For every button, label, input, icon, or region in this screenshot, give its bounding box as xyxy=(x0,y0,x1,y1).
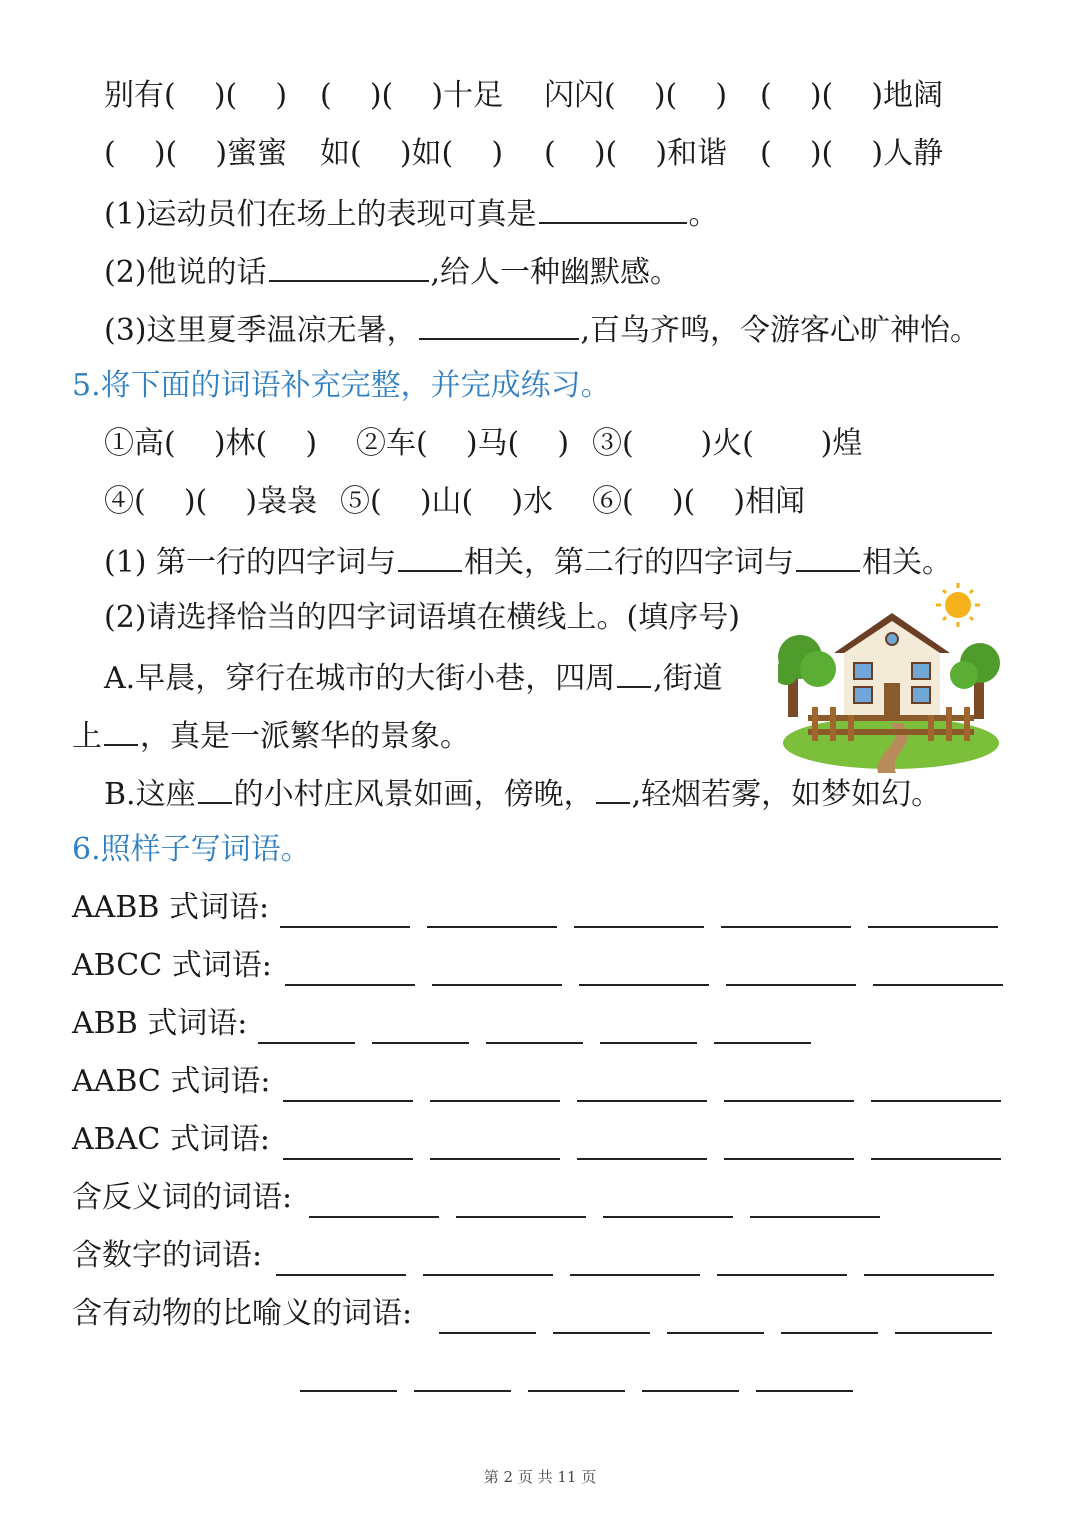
row-label: ABAC 式词语: xyxy=(72,1122,270,1157)
answer-line[interactable] xyxy=(528,1358,625,1392)
answer-line[interactable] xyxy=(871,1068,1001,1102)
sentence-b: B.这座 的小村庄风景如画，傍晚， ,轻烟若雾，如梦如幻。 xyxy=(104,772,1080,815)
word-item: ⑤( )山( )水 xyxy=(340,484,554,519)
idiom-item: 别有( )( ) xyxy=(104,78,288,113)
answer-line[interactable] xyxy=(300,1358,397,1392)
answer-blank[interactable] xyxy=(419,308,579,340)
row-label: AABC 式词语: xyxy=(72,1064,271,1099)
answer-line[interactable] xyxy=(414,1358,511,1392)
question-4-2: (2)他说的话 ,给人一种幽默感。 xyxy=(104,250,1080,293)
question-5-1: (1) 第一行的四字词与 相关，第二行的四字词与 相关。 xyxy=(104,540,1080,583)
idiom-item: 如( )如( ) xyxy=(320,136,504,171)
answer-line[interactable] xyxy=(750,1184,880,1218)
section-5-title: 5.将下面的词语补充完整，并完成练习。 xyxy=(72,368,611,403)
answer-blank[interactable] xyxy=(269,250,429,282)
word-item: ②车( )马( ) xyxy=(356,426,570,461)
answer-line[interactable] xyxy=(283,1126,413,1160)
idiom-item: ( )( )十足 xyxy=(320,78,504,113)
answer-line[interactable] xyxy=(258,1010,355,1044)
row-label: ABB 式词语: xyxy=(72,1006,248,1041)
house-illustration xyxy=(778,583,1004,779)
answer-line[interactable] xyxy=(486,1010,583,1044)
answer-line[interactable] xyxy=(456,1184,586,1218)
row-label: 含有动物的比喻义的词语: xyxy=(72,1296,413,1331)
answer-line[interactable] xyxy=(309,1184,439,1218)
answer-line[interactable] xyxy=(276,1242,406,1276)
answer-blank[interactable] xyxy=(539,192,687,224)
answer-line[interactable] xyxy=(577,1068,707,1102)
question-4-1: (1)运动员们在场上的表现可真是 。 xyxy=(104,192,1080,235)
answer-line[interactable] xyxy=(895,1300,992,1334)
answer-blank[interactable] xyxy=(198,772,232,804)
answer-line[interactable] xyxy=(574,894,704,928)
page-footer: 第 2 页 共 11 页 xyxy=(483,1468,597,1486)
answer-line[interactable] xyxy=(756,1358,853,1392)
idiom-item: ( )( )蜜蜜 xyxy=(104,136,288,171)
answer-line[interactable] xyxy=(717,1242,847,1276)
answer-line[interactable] xyxy=(285,952,415,986)
answer-blank[interactable] xyxy=(796,540,860,572)
row-label: ABCC 式词语: xyxy=(72,948,272,983)
answer-line[interactable] xyxy=(667,1300,764,1334)
question-4-3: (3)这里夏季温凉无暑， ,百鸟齐鸣，令游客心旷神怡。 xyxy=(104,308,1080,351)
question-5-2: (2)请选择恰当的四字词语填在横线上。(填序号) xyxy=(104,600,740,635)
row-label: AABB 式词语: xyxy=(72,890,270,925)
answer-blank[interactable] xyxy=(398,540,462,572)
idiom-item: ( )( )地阔 xyxy=(760,78,944,113)
section-6-title: 6.照样子写词语。 xyxy=(72,832,311,867)
word-item: ①高( )林( ) xyxy=(104,426,318,461)
answer-line[interactable] xyxy=(432,952,562,986)
answer-line[interactable] xyxy=(600,1010,697,1044)
answer-line[interactable] xyxy=(577,1126,707,1160)
word-item: ③( )火( )煌 xyxy=(592,426,863,461)
answer-line[interactable] xyxy=(721,894,851,928)
answer-line[interactable] xyxy=(553,1300,650,1334)
answer-line[interactable] xyxy=(726,952,856,986)
answer-line[interactable] xyxy=(873,952,1003,986)
answer-line[interactable] xyxy=(423,1242,553,1276)
word-item: ④( )( )袅袅 xyxy=(104,484,318,519)
answer-line[interactable] xyxy=(570,1242,700,1276)
sentence-a-cont: 上 ，真是一派繁华的景象。 xyxy=(72,714,1080,757)
word-item: ⑥( )( )相闻 xyxy=(592,484,806,519)
idiom-item: ( )( )和谐 xyxy=(544,136,728,171)
answer-line[interactable] xyxy=(642,1358,739,1392)
answer-line[interactable] xyxy=(427,894,557,928)
answer-line[interactable] xyxy=(283,1068,413,1102)
answer-line[interactable] xyxy=(868,894,998,928)
answer-line[interactable] xyxy=(864,1242,994,1276)
answer-line[interactable] xyxy=(724,1126,854,1160)
answer-line[interactable] xyxy=(430,1068,560,1102)
answer-line[interactable] xyxy=(372,1010,469,1044)
answer-line[interactable] xyxy=(579,952,709,986)
idiom-item: ( )( )人静 xyxy=(760,136,944,171)
answer-blank[interactable] xyxy=(617,656,651,688)
row-label: 含反义词的词语: xyxy=(72,1180,293,1215)
answer-blank[interactable] xyxy=(104,714,138,746)
answer-line[interactable] xyxy=(439,1300,536,1334)
answer-blank[interactable] xyxy=(596,772,630,804)
answer-line[interactable] xyxy=(280,894,410,928)
answer-line[interactable] xyxy=(724,1068,854,1102)
answer-line[interactable] xyxy=(603,1184,733,1218)
answer-line[interactable] xyxy=(714,1010,811,1044)
sentence-a: A.早晨，穿行在城市的大街小巷，四周 ,街道 xyxy=(104,656,1080,699)
sun-icon xyxy=(936,583,980,627)
answer-line[interactable] xyxy=(871,1126,1001,1160)
idiom-item: 闪闪( )( ) xyxy=(544,78,728,113)
row-label: 含数字的词语: xyxy=(72,1238,263,1273)
answer-line[interactable] xyxy=(781,1300,878,1334)
answer-line[interactable] xyxy=(430,1126,560,1160)
